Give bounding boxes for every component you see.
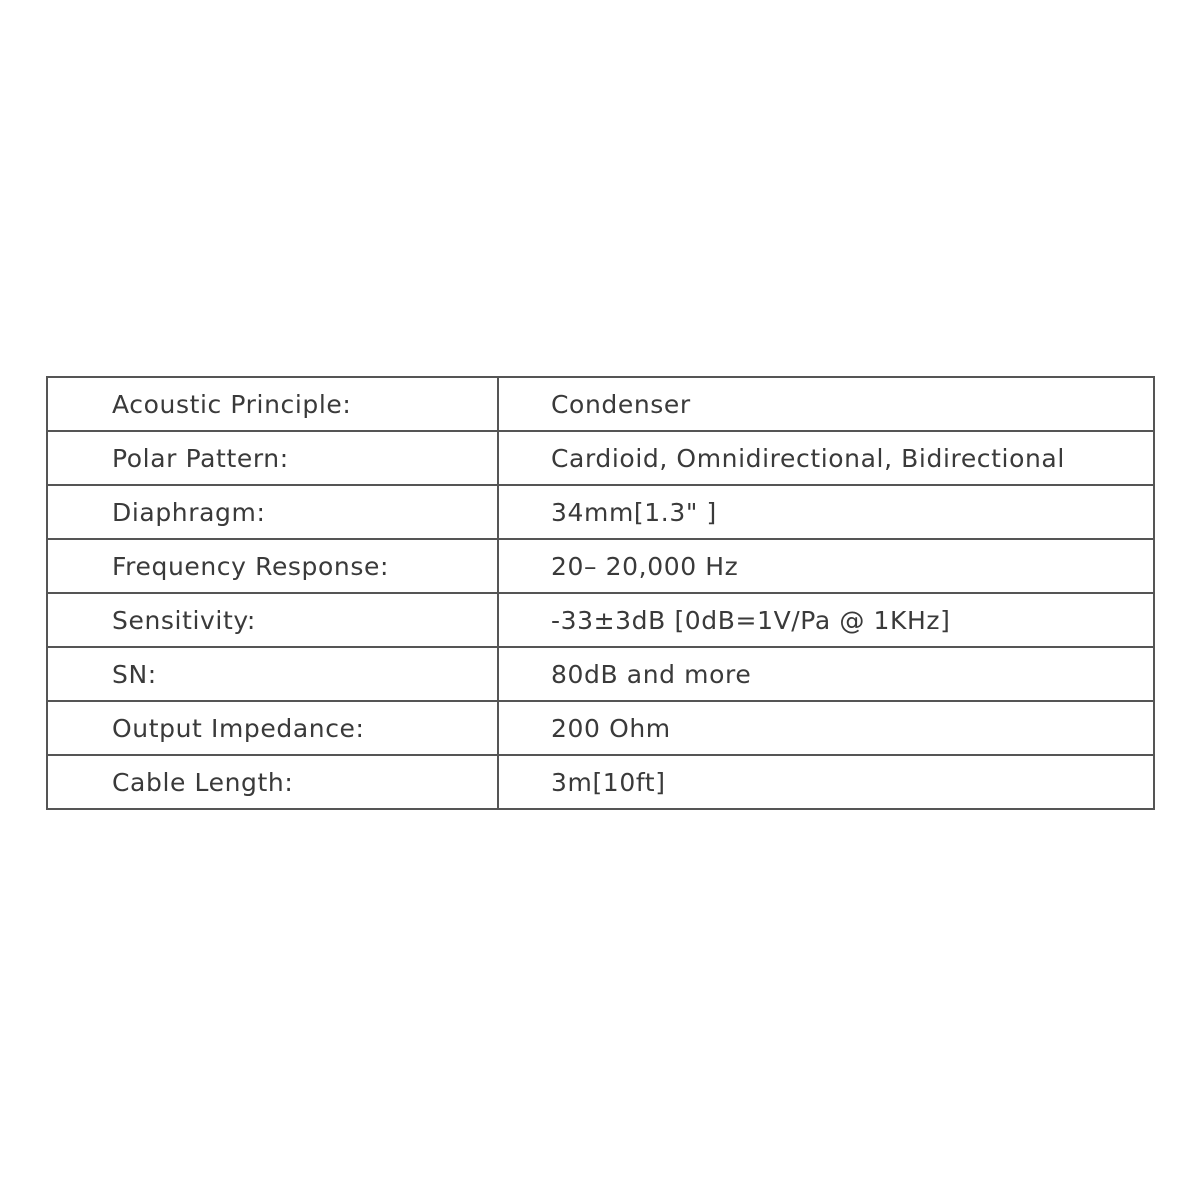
table-row — [47, 485, 1154, 539]
spec-value: 20– 20,000 Hz — [498, 539, 1154, 593]
spec-label: Cable Length: — [47, 755, 498, 809]
table-row — [47, 593, 1154, 647]
spec-value: 80dB and more — [498, 647, 1154, 701]
spec-label: Frequency Response: — [47, 539, 498, 593]
spec-label: SN: — [47, 647, 498, 701]
spec-value: 200 Ohm — [498, 701, 1154, 755]
table-row — [47, 701, 1154, 755]
table-row — [47, 539, 1154, 593]
spec-label: Acoustic Principle: — [47, 377, 498, 431]
spec-value: Condenser — [498, 377, 1154, 431]
table-row — [47, 647, 1154, 701]
spec-label: Sensitivity: — [47, 593, 498, 647]
spec-value: 3m[10ft] — [498, 755, 1154, 809]
spec-label: Diaphragm: — [47, 485, 498, 539]
spec-label: Output Impedance: — [47, 701, 498, 755]
spec-value: Cardioid, Omnidirectional, Bidirectional — [498, 431, 1154, 485]
spec-label: Polar Pattern: — [47, 431, 498, 485]
spec-value: -33±3dB [0dB=1V/Pa @ 1KHz] — [498, 593, 1154, 647]
table-row — [47, 431, 1154, 485]
table-row — [47, 377, 1154, 431]
spec-value: 34mm[1.3" ] — [498, 485, 1154, 539]
table-row — [47, 755, 1154, 809]
spec-table — [46, 376, 1155, 810]
